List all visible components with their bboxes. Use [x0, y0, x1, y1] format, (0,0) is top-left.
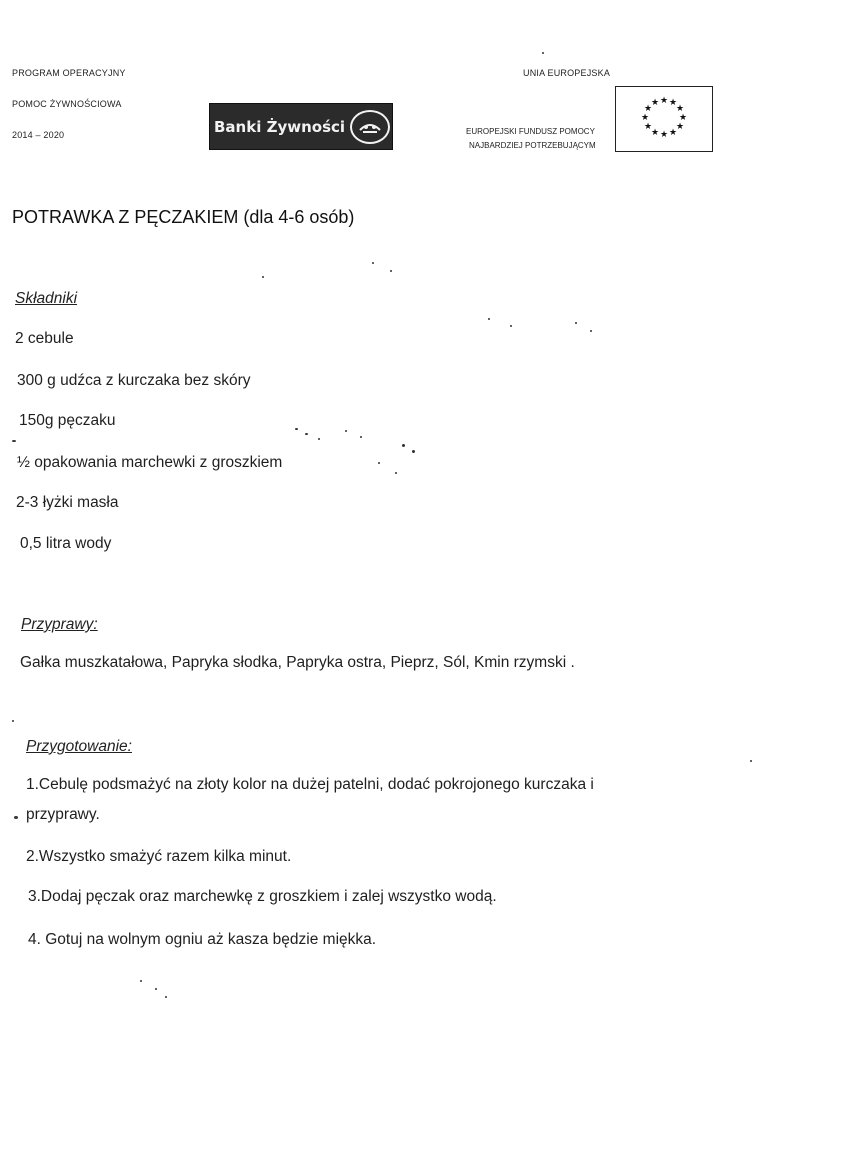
- svg-text:★: ★: [675, 122, 685, 132]
- ingredient-item: 0,5 litra wody: [20, 535, 112, 552]
- preparation-step-continuation: przyprawy.: [26, 806, 100, 823]
- svg-text:★: ★: [650, 128, 660, 138]
- svg-text:★: ★: [668, 128, 678, 138]
- svg-text:★: ★: [675, 104, 685, 114]
- spices-heading: Przyprawy:: [21, 616, 98, 633]
- program-name-line2: POMOC ŻYWNOŚCIOWA: [12, 99, 122, 109]
- recipe-title: POTRAWKA Z PĘCZAKIEM (dla 4-6 osób): [12, 207, 355, 227]
- svg-text:★: ★: [643, 122, 653, 132]
- eu-label: UNIA EUROPEJSKA: [523, 68, 611, 78]
- svg-text:★: ★: [668, 98, 678, 108]
- eu-fund-line2: NAJBARDZIEJ POTRZEBUJĄCYM: [469, 141, 596, 150]
- ingredient-item: 2-3 łyżki masła: [16, 494, 119, 511]
- preparation-step: 2.Wszystko smażyć razem kilka minut.: [26, 848, 292, 865]
- eu-fund-line1: EUROPEJSKI FUNDUSZ POMOCY: [466, 127, 595, 136]
- svg-text:★: ★: [659, 130, 669, 140]
- preparation-step: 4. Gotuj na wolnym ogniu aż kasza będzie miękka.: [28, 931, 377, 948]
- ingredient-item: 150g pęczaku: [19, 412, 116, 429]
- ingredients-heading: Składniki: [15, 290, 78, 307]
- logo-text: Banki Żywności: [214, 117, 346, 136]
- svg-text:★: ★: [650, 98, 660, 108]
- preparation-step: 1.Cebulę podsmażyć na złoty kolor na dużej patelni, dodać pokrojonego kurczaka i: [26, 776, 594, 793]
- ingredient-item: 2 cebule: [15, 330, 74, 347]
- svg-text:★: ★: [659, 96, 669, 106]
- ingredient-item: ½ opakowania marchewki z groszkiem: [17, 454, 283, 471]
- spices-list: Gałka muszkatałowa, Papryka słodka, Papryka ostra, Pieprz, Sól, Kmin rzymski .: [20, 654, 575, 671]
- food-bank-emblem-icon: [350, 110, 390, 144]
- svg-text:★: ★: [640, 113, 650, 123]
- svg-text:★: ★: [678, 113, 688, 123]
- svg-text:★: ★: [643, 104, 653, 114]
- eu-flag-icon: [615, 86, 713, 152]
- banki-zywnosci-logo: [209, 103, 393, 150]
- program-name-line1: PROGRAM OPERACYJNY: [12, 68, 126, 78]
- preparation-heading: Przygotowanie:: [26, 738, 132, 755]
- program-years: 2014 – 2020: [12, 130, 65, 140]
- preparation-step: 3.Dodaj pęczak oraz marchewkę z groszkiem i zalej wszystko wodą.: [28, 888, 497, 905]
- ingredient-item: 300 g udźca z kurczaka bez skóry: [17, 372, 251, 389]
